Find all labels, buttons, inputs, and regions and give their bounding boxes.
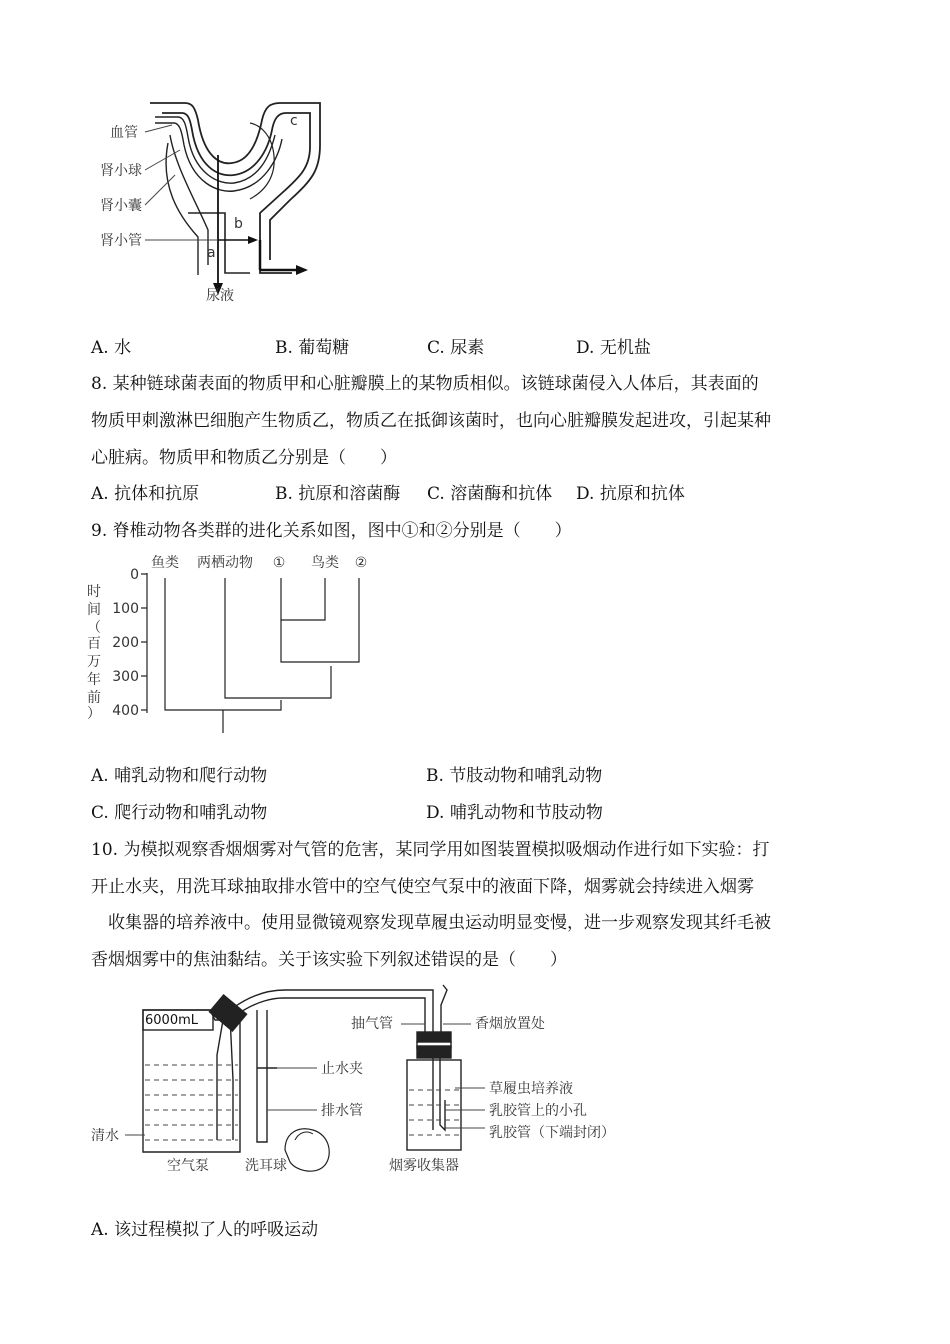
label-cigarette: 香烟放置处 <box>475 1016 545 1032</box>
tick-300: 300 <box>112 669 139 685</box>
volume-label: 6000mL <box>145 1013 198 1028</box>
tick-200: 200 <box>112 635 139 651</box>
ylabel-0: 时 <box>87 584 101 600</box>
ylabel-2: （ <box>87 620 101 636</box>
label-culture: 草履虫培养液 <box>489 1081 573 1097</box>
ylabel-3: 百 <box>87 636 101 652</box>
q10-line-2: 开止水夹，用洗耳球抽取排水管中的空气使空气泵中的液面下降，烟雾就会持续进入烟雾 <box>91 877 754 897</box>
letter-c: c <box>290 113 298 129</box>
letter-b: b <box>234 216 243 232</box>
label-renal-tubule: 肾小管 <box>100 233 142 249</box>
label-exhaust: 抽气管 <box>351 1016 393 1032</box>
label-water: 清水 <box>91 1128 119 1144</box>
ylabel-6: 前 <box>87 690 101 706</box>
q8-option-c[interactable]: C. 溶菌酶和抗体 <box>427 484 553 504</box>
ylabel-1: 间 <box>87 602 101 618</box>
q9-option-d[interactable]: D. 哺乳动物和节肢动物 <box>426 803 603 823</box>
q10-line-3: 收集器的培养液中。使用显微镜观察发现草履虫运动明显变慢，进一步观察发现其纤毛被 <box>91 913 771 933</box>
kidney-diagram <box>100 95 330 310</box>
tick-100: 100 <box>112 601 139 617</box>
taxon-bird: 鸟类 <box>311 555 339 571</box>
q7-option-d[interactable]: D. 无机盐 <box>576 338 651 358</box>
q7-option-a[interactable]: A. 水 <box>91 338 132 358</box>
q8-line-3: 心脏病。物质甲和物质乙分别是（ ） <box>91 448 397 468</box>
letter-a: a <box>207 245 216 261</box>
taxon-unknown-1: ① <box>272 555 286 571</box>
q8-line-1: 8. 某种链球菌表面的物质甲和心脏瓣膜上的某物质相似。该链球菌侵入人体后，其表面的 <box>91 374 759 394</box>
label-bulb: 洗耳球 <box>245 1158 287 1174</box>
q7-option-b[interactable]: B. 葡萄糖 <box>275 338 350 358</box>
q9-option-a[interactable]: A. 哺乳动物和爬行动物 <box>91 766 268 786</box>
q9-option-b[interactable]: B. 节肢动物和哺乳动物 <box>426 766 603 786</box>
taxon-amphibian: 两栖动物 <box>197 555 253 571</box>
tick-400: 400 <box>112 703 139 719</box>
label-blood-vessel: 血管 <box>110 125 138 141</box>
smoking-apparatus <box>85 980 645 1185</box>
q8-line-2: 物质甲刺激淋巴细胞产生物质乙，物质乙在抵御该菌时，也向心脏瓣膜发起进攻，引起某种 <box>91 411 771 431</box>
label-clamp: 止水夹 <box>321 1061 363 1077</box>
label-collector: 烟雾收集器 <box>389 1158 459 1174</box>
label-bowmans-capsule: 肾小囊 <box>100 198 142 214</box>
q8-option-d[interactable]: D. 抗原和抗体 <box>576 484 685 504</box>
q8-option-a[interactable]: A. 抗体和抗原 <box>91 484 200 504</box>
q10-option-a[interactable]: A. 该过程模拟了人的呼吸运动 <box>91 1220 319 1240</box>
evolution-tree <box>85 548 385 738</box>
label-urine: 尿液 <box>206 288 234 304</box>
label-glomerulus: 肾小球 <box>100 163 142 179</box>
tick-0: 0 <box>130 567 139 583</box>
q8-option-b[interactable]: B. 抗原和溶菌酶 <box>275 484 401 504</box>
label-rubber-tube: 乳胶管（下端封闭） <box>489 1125 615 1141</box>
q10-line-1: 10. 为模拟观察香烟烟雾对气管的危害，某同学用如图装置模拟吸烟动作进行如下实验：打 <box>91 840 770 860</box>
label-pump: 空气泵 <box>167 1158 209 1174</box>
taxon-unknown-2: ② <box>354 555 368 571</box>
label-drain: 排水管 <box>321 1103 363 1119</box>
q10-line-4: 香烟烟雾中的焦油黏结。关于该实验下列叙述错误的是（ ） <box>91 950 567 970</box>
taxon-fish: 鱼类 <box>151 555 179 571</box>
ylabel-7: ） <box>87 706 101 722</box>
q9-stem: 9. 脊椎动物各类群的进化关系如图，图中①和②分别是（ ） <box>91 521 572 541</box>
label-hole: 乳胶管上的小孔 <box>489 1103 587 1119</box>
ylabel-4: 万 <box>87 654 101 670</box>
q9-option-c[interactable]: C. 爬行动物和哺乳动物 <box>91 803 268 823</box>
ylabel-5: 年 <box>87 672 101 688</box>
q7-option-c[interactable]: C. 尿素 <box>427 338 485 358</box>
